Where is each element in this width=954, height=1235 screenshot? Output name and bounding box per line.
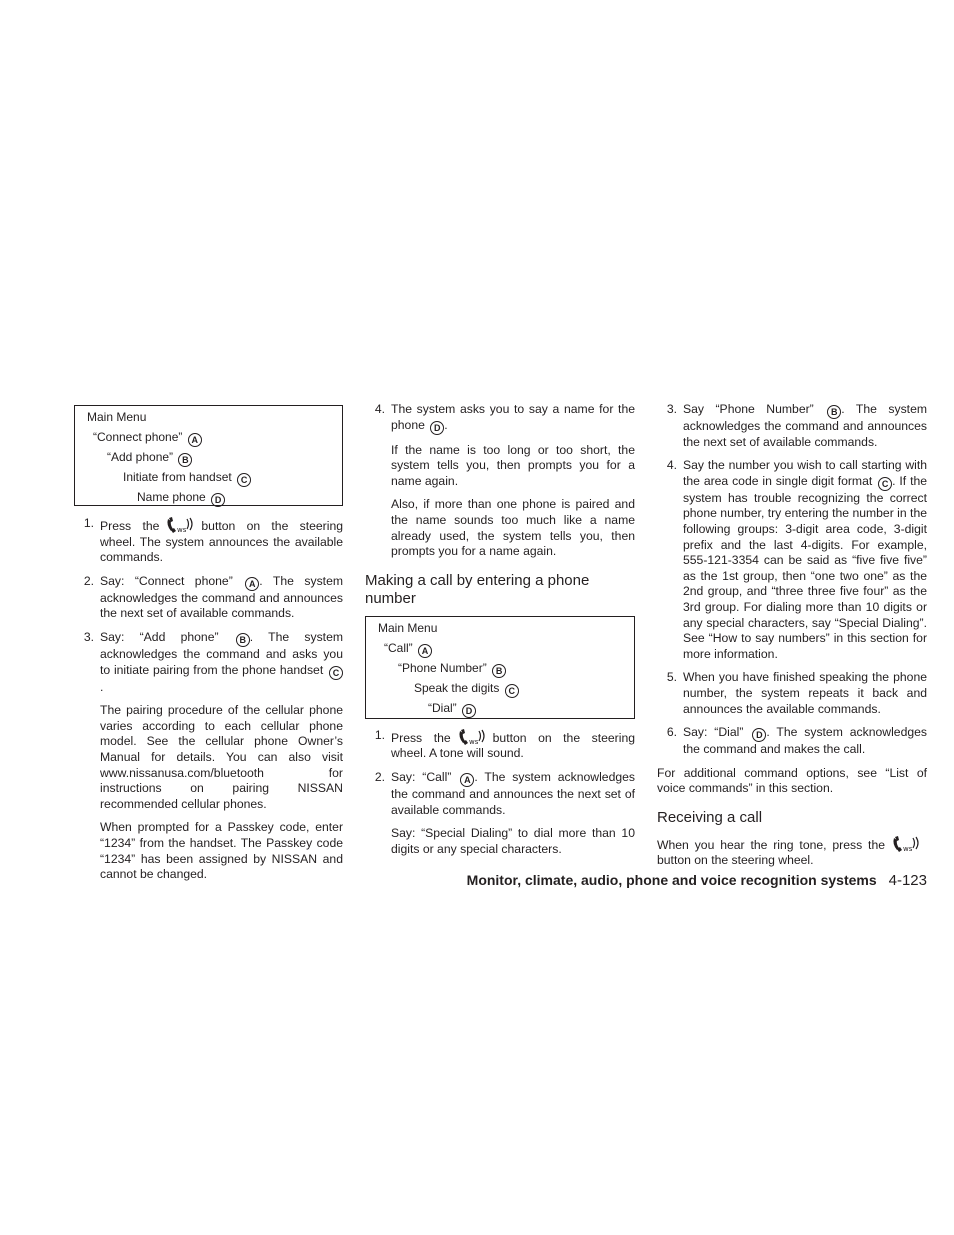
callout-marker: B [827, 405, 841, 419]
section-heading-receiving-call: Receiving a call [657, 808, 763, 826]
menu-title: Main Menu [378, 620, 438, 635]
step-text [100, 630, 343, 695]
step-number: 4. [374, 402, 385, 416]
step-text-part: Press the [100, 519, 160, 533]
menu-item-add-phone [75, 447, 342, 467]
section-heading-making-call: Making a call by entering a phone number [365, 571, 590, 607]
phone-talk-icon [891, 835, 921, 853]
callout-marker: D [211, 493, 225, 507]
step-number: 3. [83, 629, 94, 644]
step-text-part: Say: “Call” [391, 769, 452, 784]
phone-talk-icon [165, 516, 195, 534]
callout-marker: A [245, 577, 259, 591]
step-text-part: Say: “Add phone” [100, 629, 219, 644]
phone-talk-icon [457, 728, 487, 746]
menu-item-initiate-from-handset [75, 467, 342, 487]
step-3 [657, 402, 927, 450]
callout-marker: B [236, 633, 250, 647]
menu-item-name-phone [75, 487, 342, 507]
step-4 [365, 402, 635, 435]
step-text-part: The system asks you to say a name for the phone [391, 402, 635, 432]
step-number: 2. [83, 573, 94, 588]
step-text-part: . The system acknowledges the command and asks you to initiate pairing from the phone handset [100, 629, 343, 677]
svg-text:ws: ws [468, 737, 479, 746]
step-text-part: Say “Phone Number” [683, 402, 814, 416]
step-text: When you have finished speaking the phone number, the system repeats it back and announces the available commands. [683, 670, 927, 716]
paragraph-additional-options: For additional command options, see “List of voice commands” in this section. [657, 765, 927, 796]
menu-item-call [366, 638, 634, 658]
step-text-part: Say the number you wish to call starting with the area code in single digit format [683, 458, 927, 488]
step-text-part: . The system acknowledges the command and announces the next set of available commands. [391, 769, 636, 817]
menu-title: Main Menu [87, 410, 147, 424]
callout-marker: C [237, 473, 251, 487]
callout-marker: C [878, 477, 892, 491]
step-text [391, 770, 635, 818]
step-text [683, 458, 927, 662]
step-4 [657, 458, 927, 662]
step-text-part: button on the steering wheel. The system announces the available commands. [100, 519, 343, 565]
column-2 [365, 402, 635, 865]
step-text [683, 725, 927, 758]
step-1 [74, 516, 343, 566]
callout-marker: D [430, 421, 444, 435]
step-number: 1. [374, 727, 385, 742]
step-number: 5. [666, 670, 677, 685]
callout-marker: C [505, 684, 519, 698]
step-text [391, 728, 635, 762]
menu-item-label: “Dial” [428, 700, 457, 715]
menu-item-connect-phone [75, 427, 342, 447]
column-3 [657, 402, 927, 877]
menu-item-speak-digits [366, 678, 634, 698]
step-number: 3. [666, 402, 677, 416]
step-text-part: . [444, 417, 448, 432]
step-5 [657, 670, 927, 717]
step-number: 4. [666, 458, 677, 473]
menu-item-label: Name phone [137, 490, 206, 504]
footer-section-title: Monitor, climate, audio, phone and voice recognition systems [466, 872, 877, 888]
callout-marker: B [178, 453, 192, 467]
column-1 [74, 405, 343, 891]
step-text [100, 516, 343, 566]
callout-marker: B [492, 664, 506, 678]
step-text-part: . [100, 679, 104, 694]
menu-diagram-connect-phone [74, 405, 343, 506]
step-2 [365, 770, 635, 818]
paragraph-text-part: button on the steering wheel. [657, 853, 814, 868]
step-text-part: Say: “Dial” [683, 725, 744, 740]
step-3 [74, 630, 343, 695]
step-number: 2. [374, 769, 385, 784]
paragraph-name-length: If the name is too long or too short, the system tells you, then prompts you for a name again. [391, 442, 635, 488]
step-text-part: . The system acknowledges the command and announces the next set of available commands. [100, 573, 344, 621]
menu-item-label: “Call” [384, 640, 413, 655]
step-6 [657, 725, 927, 758]
paragraph-name-duplicate: Also, if more than one phone is paired and the name sounds too much like a name already used, the system tells you, then prompts you for a name again. [391, 497, 635, 559]
callout-marker: A [418, 644, 432, 658]
paragraph-text-part: When you hear the ring tone, press the [657, 837, 885, 852]
step-1 [365, 728, 635, 762]
step-number: 1. [83, 516, 94, 530]
step-text-part: . If the system has trouble recognizing the correct phone number, try entering the number in the following groups: 3-digit area code, 3-digit prefix and the last 4-digits. For example, 555-121-3354 can be said as “five five five” as the 1st group, then “one two one” as the 2nd group, and “three three five four” as the 3rd group. For dialing more than 10 digits or any special characters, say “Special Dialing”. See “How to say numbers” in this section for more information. [683, 473, 928, 661]
step-text [391, 402, 635, 435]
paragraph-pairing-procedure: The pairing procedure of the cellular phone varies according to each cellular phone model. See the cellular phone Owner’s Manual for details. You can also visit www.nissanusa.com/bluetooth for instructions on pairing NISSAN recommended cellular phones. [100, 703, 343, 811]
menu-item-label: Speak the digits [414, 680, 500, 695]
menu-item-label: Initiate from handset [123, 470, 232, 484]
menu-diagram-call [365, 616, 635, 719]
menu-item-label: “Add phone” [107, 450, 174, 464]
menu-item-label: “Connect phone” [93, 430, 183, 444]
callout-marker: D [752, 728, 766, 742]
page-footer [467, 871, 927, 890]
step-number: 6. [666, 725, 677, 740]
step-text-part: . The system acknowledges the command and announces the next set of available commands. [683, 402, 928, 449]
step-text-part: Press the [391, 730, 451, 745]
svg-text:ws: ws [903, 844, 913, 853]
callout-marker: D [462, 704, 476, 718]
step-2 [74, 574, 343, 622]
menu-item-label: “Phone Number” [398, 660, 487, 675]
paragraph-receiving-call [657, 835, 927, 869]
callout-marker: A [188, 433, 202, 447]
step-text-part: . The system acknowledges the command and makes the call. [683, 725, 928, 757]
step-text-part: button on the steering wheel. A tone will sound. [391, 730, 635, 761]
menu-item-dial [366, 698, 634, 718]
step-text-part: Say: “Connect phone” [100, 573, 233, 588]
svg-text:ws: ws [177, 526, 187, 534]
page-number: 4-123 [888, 872, 927, 889]
callout-marker: C [329, 666, 343, 680]
step-text [683, 402, 927, 450]
callout-marker: A [460, 773, 474, 787]
paragraph-special-dialing: Say: “Special Dialing” to dial more than 10 digits or any special characters. [391, 826, 635, 856]
menu-item-phone-number [366, 658, 634, 678]
step-text [100, 574, 343, 622]
paragraph-passkey: When prompted for a Passkey code, enter “1234” from the handset. The Passkey code “1234” has been assigned by NISSAN and cannot be changed. [100, 820, 343, 882]
